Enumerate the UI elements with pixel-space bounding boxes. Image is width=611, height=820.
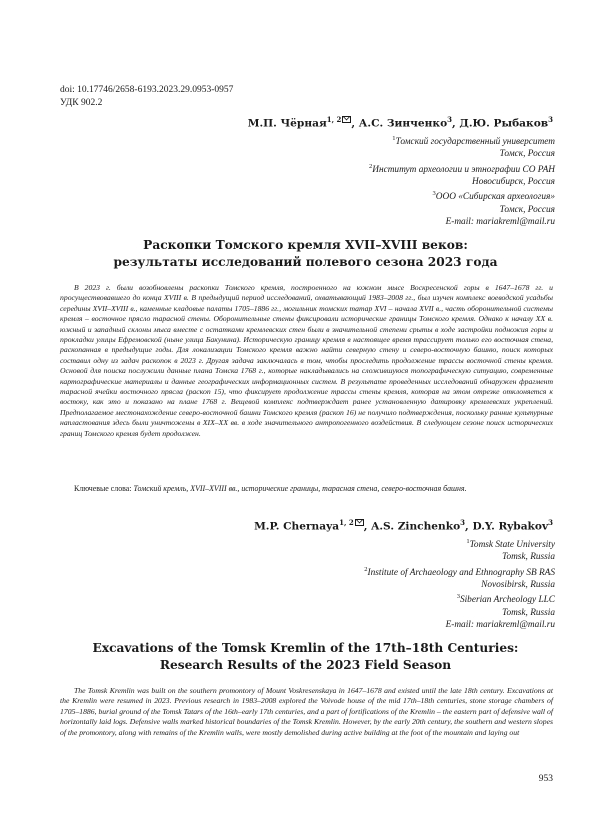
ru-aff-3-name: ООО «Сибирская археология» xyxy=(435,192,555,203)
ru-author-2: А.С. Зинченко xyxy=(358,117,448,130)
en-aff-1-name: Tomsk State University xyxy=(469,540,555,551)
ru-author-1-sup: 1, 2 xyxy=(326,115,342,124)
ru-aff-2-sup: 2 xyxy=(369,162,373,170)
ru-aff-2-name: Институт археологии и этнографии СО РАН xyxy=(372,164,555,175)
en-authors: M.P. Chernaya$^{1, 2}$ , A.S. Zinchenko$^3$, D.Y. Rybakov$^3$ xyxy=(254,518,553,533)
doi: doi: 10.17746/2658-6193.2023.29.0953-0957 xyxy=(60,85,234,95)
en-email: E-mail: mariakreml@mail.ru xyxy=(445,620,555,631)
en-author-1-sup: 1, 2 xyxy=(339,518,354,527)
ru-aff-2-city: Новосибирск, Россия xyxy=(471,177,555,188)
en-author-2: A.S. Zinchenko xyxy=(371,520,461,533)
ru-aff-1-sup: 1 xyxy=(392,135,396,142)
ru-title-line2: результаты исследований полевого сезона 2023 года xyxy=(113,255,498,269)
envelope-icon xyxy=(342,116,351,123)
en-aff-2-city: Novosibirsk, Russia xyxy=(481,580,555,591)
en-title xyxy=(60,640,551,674)
ru-title xyxy=(60,237,551,271)
ru-author-1: М.П. Чёрная xyxy=(247,117,327,130)
ru-keywords-text: Томский кремль, XVII–XVIII вв., исторические границы, тарасная стена, северо-восточная башня. xyxy=(133,484,467,493)
en-author-1: M.P. Chernaya xyxy=(254,520,340,533)
ru-keywords xyxy=(60,483,553,494)
en-aff-2-name: Institute of Archaeology and Ethnography SB RAS xyxy=(367,567,555,578)
en-aff-2-sup: 2 xyxy=(364,565,368,573)
en-aff-3-sup: 3 xyxy=(456,593,460,601)
en-aff-1-city: Tomsk, Russia xyxy=(502,552,555,563)
en-abstract: The Tomsk Kremlin was built on the southern promontory of Mount Voskresenskaya in 1647–1678 and existed until the late 18th century. Excavations at the Kremlin were resumed in 2023. Previous research in 1983–2008 explored the Voivode house of the mid 17th–18th centuries, stone storage chambers of 1705–1886, burial ground of the Tomsk Tatars of the 16th–early 17th centuries, and a part of fortifications of the Kremlin – the eastern part of defensive wall of horizontally laid logs. Defensive walls marked historical boundaries of the Tomsk Kremlin. However, by the early 20th century, the southern and western slopes of the promontory, along with remains of the Kremlin walls, were mostly demolished during active building at the foot of the mountain and laying out xyxy=(60,686,553,737)
en-author-3: D.Y. Rybakov xyxy=(472,520,549,533)
en-title-line1: Excavations of the Tomsk Kremlin of the 17th–18th Centuries: xyxy=(92,641,519,655)
ru-keywords-label: Ключевые слова: xyxy=(74,484,132,493)
en-affiliations xyxy=(364,536,555,631)
en-author-3-sup: 3 xyxy=(548,518,553,527)
en-title-line2: Research Results of the 2023 Field Season xyxy=(159,658,452,672)
ru-authors: М.П. Чёрная$^{1, 2}$ , А.С. Зинченко$^3$, Д.Ю. Рыбаков$^3$ xyxy=(247,115,553,130)
en-author-2-sup: 3 xyxy=(460,518,466,527)
ru-aff-1-city: Томск, Россия xyxy=(499,149,555,160)
ru-author-3: Д.Ю. Рыбаков xyxy=(459,117,549,130)
udk: УДК 902.2 xyxy=(60,98,103,108)
ru-aff-1-name: Томский государственный университет xyxy=(395,137,555,148)
en-aff-1-sup: 1 xyxy=(466,538,470,545)
ru-email: E-mail: mariakreml@mail.ru xyxy=(445,217,555,228)
page-number: 953 xyxy=(538,774,553,784)
en-aff-3-city: Tomsk, Russia xyxy=(502,607,555,618)
ru-aff-3-city: Томск, Россия xyxy=(499,204,555,215)
ru-author-2-sup: 3 xyxy=(447,115,453,124)
ru-aff-3-sup: 3 xyxy=(432,190,436,198)
ru-affiliations xyxy=(369,133,555,228)
doi-block xyxy=(60,84,233,110)
ru-abstract: В 2023 г. были возобновлены раскопки Томского кремля, построенного на южном мысе Воскресенской горы в 1647–1678 гг. и просуществовавшего до конца XVIII в. В предыдущий период исследований, охватывающий 1983–2008 гг., был изучен комплекс воеводской усадьбы середины XVII–XVIII в., каменные кладовые палаты 1705–1886 гг., могильник томских татар XVI – начала XVII в., часть оборонительной системы кремля – восточное прясло тарасной стены. Оборонительные стены фиксировали исторические границы Томского кремля. Однако к началу XX в. южный и западный склоны мыса вместе с остатками кремлевских стен были в значительной степени срыты в ходе застройки подножия горы и прокладки улицы Ефремовской (ныне улица Бакунина). Историческую границу кремля в настоящее время трассирует только его восточная стена, раскопанная в предыдущие годы. Для локализации Томского кремля важно найти северную стену и северо-восточную башню, поиск которых составил одну из задач раскопок в 2023 г. Другая задача заключалась в том, чтобы проследить продолжение трассы восточной стены кремля. Основой для поиска послужили данные плана Томска 1768 г., которые накладывались на сложившуюся топографическую ситуацию, современные картографические материалы и данные географических информационных систем. В результате проведенных исследований обнаружен фрагмент тарасной ячейки восточного прясла (раскоп 15), что фиксирует продолжение трассы стены кремля, которая на этом отрезке отклоняется к востоку, как это и показано на плане 1768 г. Вещевой комплекс подтверждает ранее установленную датировку кремлевских укреплений. Предполагаемое местонахождение северо-восточной башни Томского кремля (раскоп 16) не получило подтверждения, поскольку ранние культурные напластования здесь были уничтожены в XIX–XX вв. в ходе значительного антропогенного воздействия. В следующем сезоне поиск исторических границ Томского кремля будет продолжен. xyxy=(60,283,553,438)
en-aff-3-name: Siberian Archeology LLC xyxy=(459,595,555,606)
envelope-icon xyxy=(355,519,364,526)
ru-author-3-sup: 3 xyxy=(548,115,553,124)
ru-title-line1: Раскопки Томского кремля XVII–XVIII веков: xyxy=(143,238,468,252)
